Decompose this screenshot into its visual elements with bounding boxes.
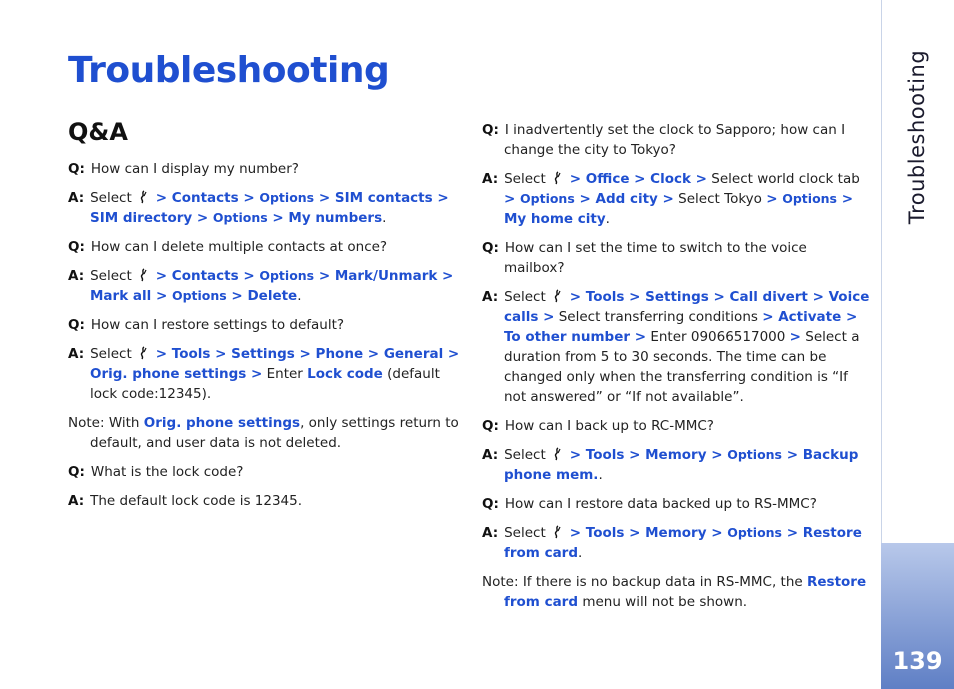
section-heading: Q&A xyxy=(68,118,128,146)
note: Note: With Orig. phone settings, only settings return to default, and user data is not deleted. xyxy=(68,415,459,451)
page-number: 139 xyxy=(892,647,943,675)
answer: A: Select > Contacts > Options > SIM contacts > SIM directory > Options > My numbers. xyxy=(68,190,449,226)
answer: A: Select > Contacts > Options > Mark/Unmark > Mark all > Options > Delete. xyxy=(68,268,454,304)
answer: A: Select > Tools > Memory > Options > Restore from card. xyxy=(482,525,862,561)
menu-key-icon xyxy=(138,190,148,204)
menu-key-icon xyxy=(138,346,148,360)
question: Q: How can I restore settings to default? xyxy=(68,317,345,333)
question: Q: How can I display my number? xyxy=(68,161,299,177)
question: Q: How can I delete multiple contacts at once? xyxy=(68,239,388,255)
question: Q: How can I restore data backed up to RS-MMC? xyxy=(482,496,817,512)
menu-key-icon xyxy=(552,447,562,461)
right-column xyxy=(482,120,870,621)
answer: A: Select > Tools > Settings > Phone > General > Orig. phone settings > Enter Lock code (default lock code:12345). xyxy=(68,346,460,402)
question: Q: How can I set the time to switch to the voice mailbox? xyxy=(482,240,807,276)
answer: A: Select > Tools > Settings > Call divert > Voice calls > Select transferring conditions > Activate > To other number > Enter 09066517000 > Select a duration from 5 to 30 seconds. The time can be changed only when the transferring condition is “If not answered” or “If not available”. xyxy=(482,289,870,405)
note: Note: If there is no backup data in RS-MMC, the Restore from card menu will not be shown. xyxy=(482,574,867,610)
question: Q: How can I back up to RC-MMC? xyxy=(482,418,714,434)
menu-key-icon xyxy=(138,268,148,282)
answer: A: Select > Tools > Memory > Options > Backup phone mem.. xyxy=(482,447,859,483)
left-column xyxy=(68,159,460,520)
page-title: Troubleshooting xyxy=(68,50,390,91)
question: Q: What is the lock code? xyxy=(68,464,244,480)
answer: A: The default lock code is 12345. xyxy=(68,493,303,509)
page-number-tab xyxy=(881,543,954,689)
menu-key-icon xyxy=(552,289,562,303)
question: Q: I inadvertently set the clock to Sapporo; how can I change the city to Tokyo? xyxy=(482,122,846,158)
chapter-tab-label: Troubleshooting xyxy=(905,49,929,224)
menu-key-icon xyxy=(552,171,562,185)
answer: A: Select > Office > Clock > Select world clock tab > Options > Add city > Select Tokyo > Options > My home city. xyxy=(482,171,860,227)
menu-key-icon xyxy=(552,525,562,539)
